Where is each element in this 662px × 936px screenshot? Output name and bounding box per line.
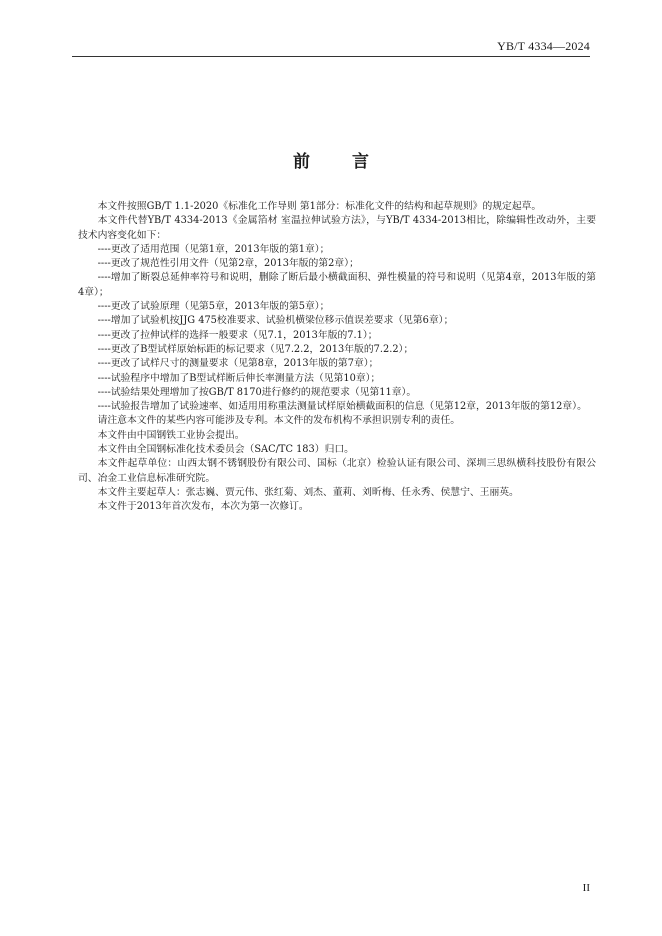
change-item: ----更改了B型试样原始标距的标记要求（见7.2.2，2013年版的7.2.2）； xyxy=(97,343,414,355)
paragraph-drafting-units: 本文件起草单位：山西太钢不锈钢股份有限公司、国标（北京）检验认证有限公司、深圳三思纵横科技股份有限公司、冶金工业信息标准研究院。 xyxy=(78,458,596,484)
change-item: ----试验程序中增加了B型试样断后伸长率测量方法（见第10章）； xyxy=(97,372,381,384)
paragraph-drafting-rule: 本文件按照GB/T 1.1-2020《标准化工作导则 第1部分：标准化文件的结构和起草规则》的规定起草。 xyxy=(97,201,542,212)
change-item: ----更改了试验原理（见第5章，2013年版的第5章）； xyxy=(97,301,330,313)
page-title: 前 言 xyxy=(293,152,387,172)
header-rule xyxy=(72,56,590,57)
paragraph-proposer: 本文件由中国钢铁工业协会提出。 xyxy=(97,429,245,441)
paragraph-patent-notice: 请注意本文件的某些内容可能涉及专利。本文件的发布机构不承担识别专利的责任。 xyxy=(97,415,461,427)
change-item: ----更改了拉伸试样的选择一般要求（见7.1，2013年版的7.1）； xyxy=(97,329,378,341)
paragraph-drafters: 本文件主要起草人：张志巍、贾元伟、张红菊、刘杰、董莉、刘昕梅、任永秀、侯慧宁、王丽英。 xyxy=(97,486,519,498)
page-number: II xyxy=(582,882,590,894)
change-item: ----更改了适用范围（见第1章，2013年版的第1章）； xyxy=(97,243,330,255)
paragraph-history: 本文件于2013年首次发布，本次为第一次修订。 xyxy=(97,501,309,513)
paragraph-replacement: 本文件代替YB/T 4334-2013《金属箔材 室温拉伸试验方法》，与YB/T 4334-2013相比，除编辑性改动外，主要技术内容变化如下： xyxy=(78,215,596,241)
change-item: ----增加了试验机按JJG 475校准要求、试验机横梁位移示值误差要求（见第6章）； xyxy=(97,315,454,327)
standard-code: YB/T 4334—2024 xyxy=(497,39,590,53)
change-item: ----试验结果处理增加了按GB/T 8170进行修约的规范要求（见第11章）。 xyxy=(97,386,417,398)
foreword-body xyxy=(78,200,596,515)
change-item: ----增加了断裂总延伸率符号和说明，删除了断后最小横截面积、弹性模量的符号和说明（见第4章，2013年版的第4章）； xyxy=(78,272,596,298)
change-item: ----更改了规范性引用文件（见第2章，2013年版的第2章）； xyxy=(97,258,359,270)
change-item: ----更改了试样尺寸的测量要求（见第8章，2013年版的第7章）； xyxy=(97,358,379,370)
change-item: ----试验报告增加了试验速率、如适用用称重法测量试样原始横截面积的信息（见第12章，2013年版的第12章）。 xyxy=(97,401,587,413)
paragraph-committee: 本文件由全国钢标准化技术委员会（SAC/TC 183）归口。 xyxy=(97,444,354,456)
